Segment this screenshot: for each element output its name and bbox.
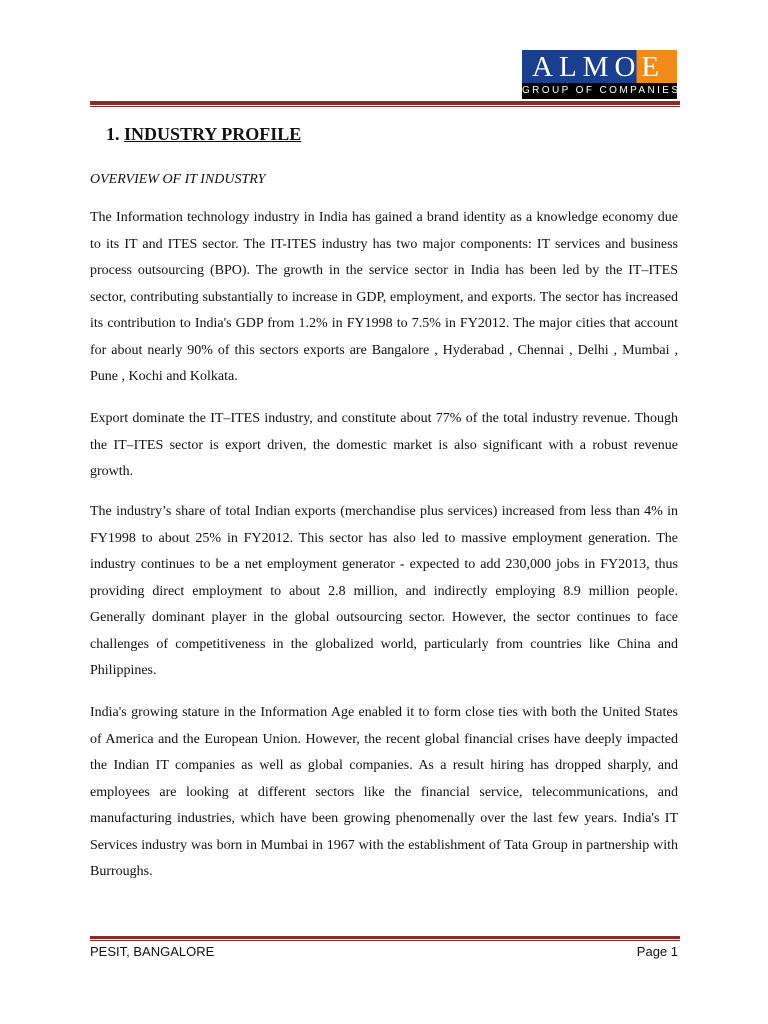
page-number: Page 1 [636, 944, 678, 959]
section-title: INDUSTRY PROFILE [124, 124, 302, 144]
footer-rule-thin [90, 940, 680, 941]
section-number: 1. [106, 124, 120, 144]
footer-rule [90, 936, 680, 939]
header-rule-thin [90, 106, 680, 107]
company-logo [522, 50, 681, 99]
logo-wordmark: ALMOE [532, 51, 666, 83]
footer-institution: PESIT, BANGALORE [90, 944, 215, 959]
section-subtitle: OVERVIEW OF IT INDUSTRY [90, 172, 266, 187]
paragraph-1: The Information technology industry in India has gained a brand identity as a knowledge economy due to its IT and ITES sector. The IT-ITES industry has two major components: IT services and business process outsourcing (BPO). The growth in the service sector in India has been led by the IT–ITES sector, contributing substantially to increase in GDP, employment, and exports. The sector has increased its contribution to India's GDP from 1.2% in FY1998 to 7.5% in FY2012. The major cities that account for about nearly 90% of this sectors exports are Bangalore , Hyderabad , Chennai , Delhi , Mumbai , Pune , Kochi and Kolkata. [90, 210, 678, 384]
paragraph-2: Export dominate the IT–ITES industry, and constitute about 77% of the total industry revenue. Though the IT–ITES sector is export driven, the domestic market is also significant with a robust revenue growth. [90, 411, 678, 479]
paragraph-4: India's growing stature in the Information Age enabled it to form close ties with both the United States of America and the European Union. However, the recent global financial crises have deeply impacted the Indian IT companies as well as global companies. As a result hiring has dropped sharply, and employees are looking at different sectors like the financial service, telecommunications, and manufacturing industries, which have been growing phenomenally over the last few years. India's IT Services industry was born in Mumbai in 1967 with the establishment of Tata Group in partnership with Burroughs. [90, 705, 678, 879]
paragraph-3: The industry’s share of total Indian exports (merchandise plus services) increased from less than 4% in FY1998 to about 25% in FY2012. This sector has also led to massive employment generation. The industry continues to be a net employment generator - expected to add 230,000 jobs in FY2013, thus providing direct employment to about 2.8 million, and indirectly employing 8.9 million people. Generally dominant player in the global outsourcing sector. However, the sector continues to face challenges of competitiveness in the globalized world, particularly from countries like China and Philippines. [90, 504, 678, 678]
logo-tagline: GROUP OF COMPANIES [522, 85, 681, 96]
header-rule [90, 101, 680, 105]
section-heading [106, 122, 301, 146]
